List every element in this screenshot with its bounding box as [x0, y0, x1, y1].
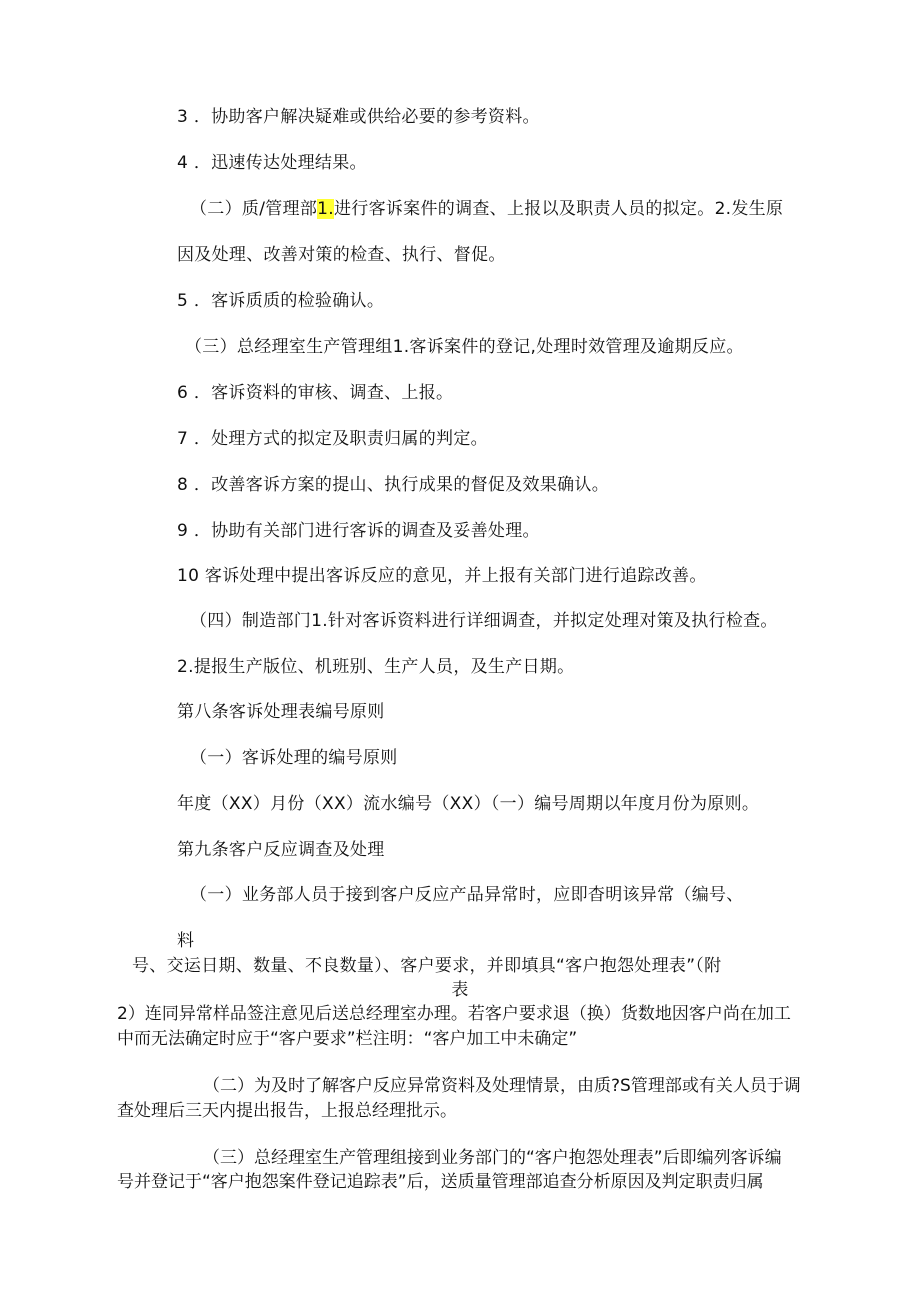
text-line-12: （四）制造部门1.针对客诉资料进行详细调查，并拟定处理对策及执行检查。 — [190, 611, 778, 631]
text-line-20: 号、交运日期、数量、不良数量）、客户要求，并即填具“客户抱怨处理表”（附 — [132, 956, 722, 976]
text-line-1: 3 ．协助客户解决疑难或供给必要的参考资料。 — [177, 107, 540, 127]
text-line-18: （一）业务部人员于接到客户反应产品异常时，应即杳明该异常（编号、 — [190, 885, 744, 905]
text-line-10: 9 ．协助有关部门进行客诉的调查及妥善处理。 — [177, 521, 540, 541]
text-line-4: 因及处理、改善对策的检查、执行、督促。 — [177, 245, 506, 265]
text-line-19: 料 — [177, 931, 195, 951]
text-line-3 — [190, 197, 783, 221]
text-line-23: 中而无法确定时应于“客户要求”栏注明：“客户加工中未确定” — [117, 1029, 578, 1049]
text-line-8: 7 ．处理方式的拟定及职责归属的判定。 — [177, 429, 488, 449]
text-line-21: 表 — [451, 980, 469, 1000]
text-line-26: （三）总经理室生产管理组接到业务部门的“客户抱怨处理表”后即编列客诉编 — [203, 1148, 782, 1168]
text-line-27: 号并登记于“客户抱怨案件登记追踪表”后，送质量管理部追查分析原因及判定职责归属 — [117, 1172, 764, 1192]
section-heading-9: 第九条客户反应调查及处理 — [177, 840, 385, 860]
highlighted-text: 1. — [317, 199, 334, 219]
text-line-5: 5 ．客诉质质的检验确认。 — [177, 291, 385, 311]
text-line-6: （三）总经理室生产管理组1.客诉案件的登记,处理时效管理及逾期反应。 — [185, 337, 744, 357]
text-line-9: 8 ．改善客诉方案的提山、执行成果的督促及效果确认。 — [177, 475, 610, 495]
text-line-11: 10 客诉处理中提出客诉反应的意见，并上报有关部门进行追踪改善。 — [177, 566, 707, 586]
text-line-13: 2.提报生产版位、机班别、生产人员，及生产日期。 — [177, 657, 575, 677]
text-line-22: 2）连同异常样品签注意见后送总经理室办理。若客户要求退（换）货数地因客户尚在加工 — [117, 1004, 791, 1024]
text-line-2: 4 ．迅速传达处理结果。 — [177, 153, 367, 173]
section-heading-8: 第八条客诉处理表编号原则 — [177, 702, 385, 722]
text-line-24: （二）为及时了解客户反应异常资料及处理情景，由质?S管理部或有关人员于调 — [203, 1076, 801, 1096]
text-line-25: 查处理后三天内提出报告，上报总经理批示。 — [117, 1101, 457, 1121]
text-line-3-prefix: （二）质/管理部 — [190, 199, 318, 219]
text-line-7: 6 ．客诉资料的审核、调查、上报。 — [177, 383, 454, 403]
text-line-16: 年度（XX）月份（XX）流水编号（XX）（一）编号周期以年度月份为原则。 — [177, 794, 760, 814]
text-line-3-suffix: 进行客诉案件的调查、上报以及职责人员的拟定。2.发生原 — [333, 199, 784, 219]
text-line-15: （一）客诉处理的编号原则 — [190, 748, 398, 768]
